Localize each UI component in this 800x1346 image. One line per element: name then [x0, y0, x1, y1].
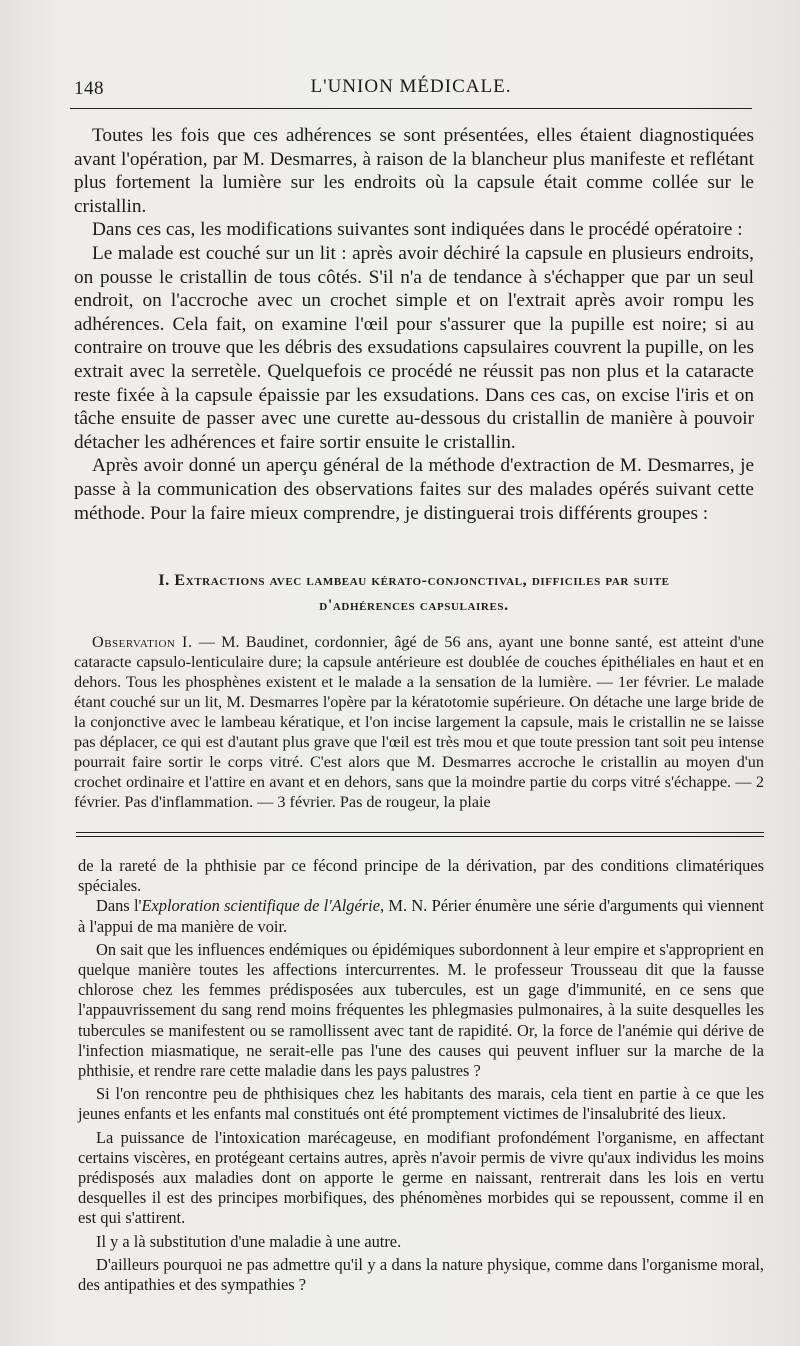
feuilleton-paragraph: La puissance de l'intoxication marécageuse, en modifiant profondément l'organisme, en affectant certains viscères, en protégeant certains autres, après n'avoir permis de vivre qu'aux individus les moins prédisposés aux maladies dont on apporte le germe en naissant, rentrerait dans les lois en vertu desquelles il est des principes morbifiques, des phénomènes morbides qui se repoussent, comme il en est qui s'attirent. — [78, 1127, 764, 1228]
observation-paragraph — [74, 632, 764, 812]
header-rule — [70, 108, 752, 109]
page-header — [70, 76, 752, 104]
feuilleton-rule — [76, 836, 764, 837]
section-heading-line: I. Extractions avec lambeau kérato-conjonctival, difficiles par suite — [158, 572, 670, 589]
paragraph: Toutes les fois que ces adhérences se sont présentées, elles étaient diagnostiquées avant l'opération, par M. Desmarres, à raison de la blancheur plus manifeste et reflétant plus fortement la lumière sur les endroits où la capsule était comme collée sur le cristallin. — [74, 125, 754, 217]
feuilleton-paragraph: Il y a là substitution d'une maladie à une autre. — [96, 1231, 402, 1251]
observation-label: Observation I. — [92, 633, 193, 651]
cited-work-title: Exploration scientifique de l'Algérie — [141, 896, 380, 916]
page-number: 148 — [74, 78, 104, 99]
feuilleton-paragraph — [78, 896, 764, 936]
running-title: L'UNION MÉDICALE. — [310, 76, 512, 97]
feuilleton-paragraph: On sait que les influences endémiques ou épidémiques subordonnent à leur empire et s'approprient en quelque manière toutes les affections intercurrentes. M. le professeur Trousseau dit que la fausse chlorose chez les femmes prédisposées aux tubercules, est un gage d'immunité, en ce sens que l'appauvrissement du sang rend moins fréquentes les phlegmasies pulmonaires, à la suite desquelles les tubercules se manifestent ou se ramollissent avec tant de rapidité. Or, la force de l'anémie qui dérive de l'infection miasmatique, ne serait-elle pas l'une des causes qui peuvent influer sur la marche de la phthisie, et rendre rare cette maladie dans les pays palustres ? — [78, 939, 764, 1081]
paragraph: Après avoir donné un aperçu général de la méthode d'extraction de M. Desmarres, je passe à la communication des observations faites sur des malades opérés suivant cette méthode. Pour la faire mieux comprendre, je distinguerai trois différents groupes : — [74, 455, 754, 524]
observation-block — [74, 632, 764, 812]
text-run: , M. N. Périer énumère une série d'arguments qui viennent à l'appui de ma manière de voir. — [78, 896, 764, 936]
section-heading — [74, 568, 754, 618]
observation-text: — M. Baudinet, cordonnier, âgé de 56 ans, ayant une bonne santé, est atteint d'une cataracte capsulo-lenticulaire dure; la capsule antérieure est doublée de couches épithéliales en haut et en dehors. Tous les phosphènes existent et le malade a la sensation de la lumière. — 1er février. Le malade étant couché sur un lit, M. Desmarres l'opère par la kératotomie supérieure. On détache une large bride de la conjonctive avec le lambeau kératique, et l'on incise largement la capsule, mais le cristallin ne se laisse pas déplacer, ce qui est d'autant plus grave que l'œil est très mou et que toute pression tant soit peu intense pourrait faire sortir le corps vitré. C'est alors que M. Desmarres accroche le cristallin au moyen d'un crochet ordinaire et l'attire en avant et en dehors, sans que la moindre partie du corps vitré s'échappe. — 2 février. Pas d'inflammation. — 3 février. Pas de rougeur, la plaie — [74, 633, 764, 811]
feuilleton-paragraph: D'ailleurs pourquoi ne pas admettre qu'il y a dans la nature physique, comme dans l'organisme moral, des antipathies et des sympathies ? — [78, 1254, 764, 1295]
section-heading-line: d'adhérences capsulaires. — [319, 597, 509, 614]
paragraph: Le malade est couché sur un lit : après avoir déchiré la capsule en plusieurs endroits, on pousse le cristallin de tous côtés. S'il n'a de tendance à s'échapper que par un seul endroit, on l'accroche avec un crochet simple et on l'extrait après avoir rompu les adhérences. Cela fait, on examine l'œil pour s'assurer que la pupille est noire; si au contraire on trouve que les débris des exsudations capsulaires couvrent la pupille, on les extrait avec la serretèle. Quelquefois ce procédé ne réussit pas non plus et la cataracte reste fixée à la capsule épaissie par les exsudations. Dans ces cas, on excise l'iris et on tâche ensuite de passer avec une curette au-dessous du cristallin de manière à pouvoir détacher les adhérences et faire sortir ensuite le cristallin. — [74, 242, 754, 453]
feuilleton-text — [78, 856, 764, 1295]
text-run: Dans l' — [96, 896, 142, 916]
feuilleton-paragraph: de la rareté de la phthisie par ce fécond principe de la dérivation, par des conditions climatériques spéciales. — [78, 856, 764, 896]
feuilleton-paragraph: Si l'on rencontre peu de phthisiques chez les habitants des marais, cela tient en partie à ce que les jeunes enfants et les enfants mal constitués ont été promptement victimes de l'insalubrité des lieux. — [78, 1084, 764, 1124]
feuilleton-rule — [76, 832, 764, 833]
paragraph: Dans ces cas, les modifications suivantes sont indiquées dans le procédé opératoire : — [92, 219, 743, 241]
main-text — [74, 124, 754, 525]
